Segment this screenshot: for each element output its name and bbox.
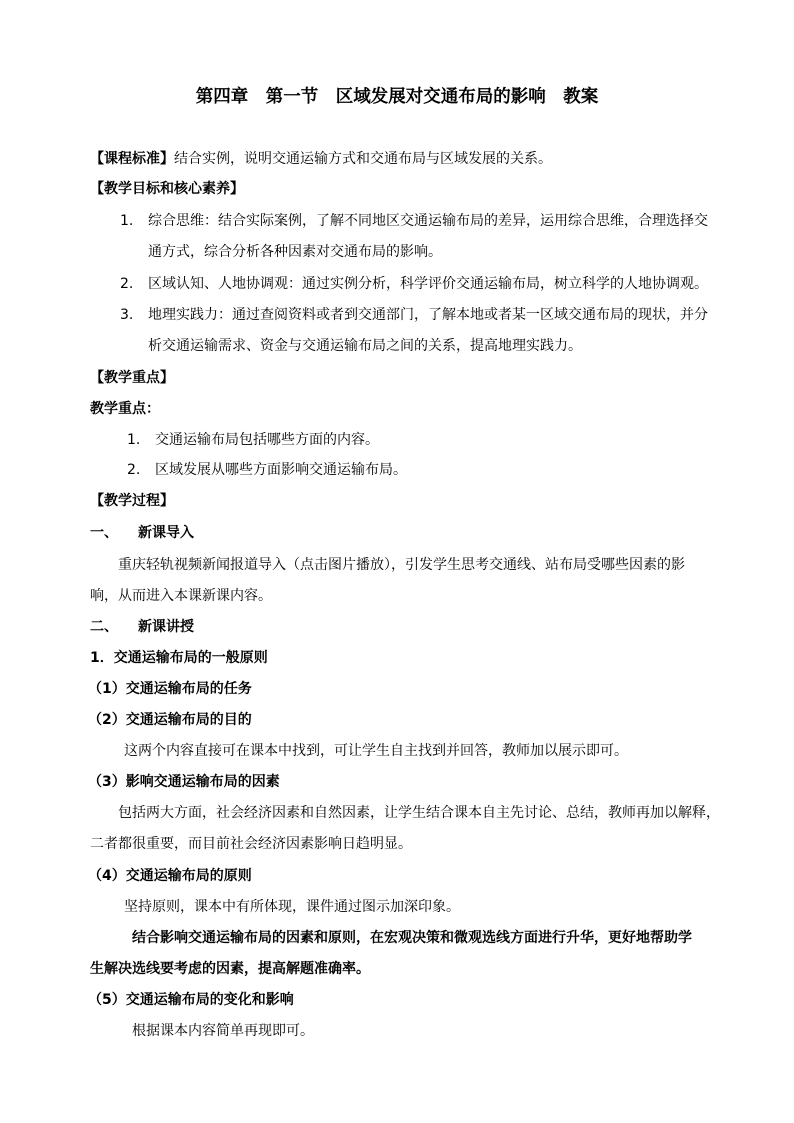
objective-item-3 — [120, 306, 708, 324]
focus-number: 2. — [127, 462, 141, 478]
objective-item-1-continued: 通方式，综合分析各种因素对交通布局的影响。 — [148, 244, 442, 260]
section-heading-1: 1．交通运输布局的一般原则 — [90, 650, 268, 666]
subsection-4-emphasis-line1: 结合影响交通运输布局的因素和原则，在宏观决策和微观选线方面进行升华，更好地帮助学 — [132, 930, 692, 946]
part1-number: 一、 — [90, 525, 118, 541]
curriculum-label: 【课程标准】 — [90, 151, 174, 167]
focus-text: 交通运输布局包括哪些方面的内容。 — [155, 432, 379, 448]
objective-number: 1. — [120, 213, 134, 229]
objective-text: 区域认知、人地协调观：通过实例分析，科学评价交通运输布局，树立科学的人地协调观。 — [148, 276, 708, 292]
focus-heading: 【教学重点】 — [90, 370, 174, 386]
objective-text: 地理实践力：通过查阅资料或者到交通部门，了解本地或者某一区域交通布局的现状，并分 — [148, 307, 708, 323]
subsection-heading-1: （1）交通运输布局的任务 — [88, 681, 252, 697]
subsection-heading-4: （4）交通运输布局的原则 — [88, 868, 252, 884]
objective-item-1 — [120, 212, 708, 230]
part2-number: 二、 — [90, 619, 118, 635]
curriculum-standard — [90, 150, 552, 168]
focus-subheading: 教学重点： — [90, 401, 160, 417]
process-heading: 【教学过程】 — [90, 493, 174, 509]
subsection-4-text: 坚持原则，课本中有所体现，课件通过图示加深印象。 — [124, 899, 460, 915]
subsection-2-text: 这两个内容直接可在课本中找到，可让学生自主找到并回答，教师加以展示即可。 — [124, 743, 628, 759]
part1-heading — [90, 524, 194, 542]
part1-label: 新课导入 — [138, 525, 194, 541]
focus-item-1 — [127, 431, 379, 449]
objectives-heading: 【教学目标和核心素养】 — [90, 181, 244, 197]
subsection-4-emphasis-line2: 生解决选线要考虑的因素，提高解题准确率。 — [90, 961, 370, 977]
subsection-heading-3: （3）影响交通运输布局的因素 — [88, 774, 280, 790]
part2-heading — [90, 618, 194, 636]
curriculum-text: 结合实例，说明交通运输方式和交通布局与区域发展的关系。 — [174, 151, 552, 167]
focus-number: 1. — [127, 432, 141, 448]
subsection-3-line1: 包括两大方面，社会经济因素和自然因素，让学生结合课本自主先讨论、总结，教师再加以解释， — [118, 805, 720, 821]
subsection-5-text: 根据课本内容简单再现即可。 — [132, 1023, 314, 1039]
page-title: 第四章 第一节 区域发展对交通布局的影响 教案 — [195, 87, 599, 107]
objective-number: 2. — [120, 276, 134, 292]
objective-item-3-continued: 析交通运输需求、资金与交通运输布局之间的关系，提高地理实践力。 — [148, 338, 582, 354]
part1-paragraph-line1: 重庆轻轨视频新闻报道导入（点击图片播放），引发学生思考交通线、站布局受哪些因素的影 — [118, 557, 685, 573]
objective-item-2 — [120, 275, 708, 293]
part1-paragraph-line2: 响，从而进入本课新课内容。 — [90, 588, 272, 604]
focus-text: 区域发展从哪些方面影响交通运输布局。 — [155, 462, 407, 478]
focus-item-2 — [127, 461, 407, 479]
subsection-3-line2: 二者都很重要，而目前社会经济因素影响日趋明显。 — [90, 836, 412, 852]
part2-label: 新课讲授 — [138, 619, 194, 635]
subsection-heading-2: （2）交通运输布局的目的 — [88, 712, 252, 728]
objective-number: 3. — [120, 307, 134, 323]
subsection-heading-5: （5）交通运输布局的变化和影响 — [88, 992, 294, 1008]
objective-text: 综合思维：结合实际案例，了解不同地区交通运输布局的差异，运用综合思维，合理选择交 — [148, 213, 708, 229]
